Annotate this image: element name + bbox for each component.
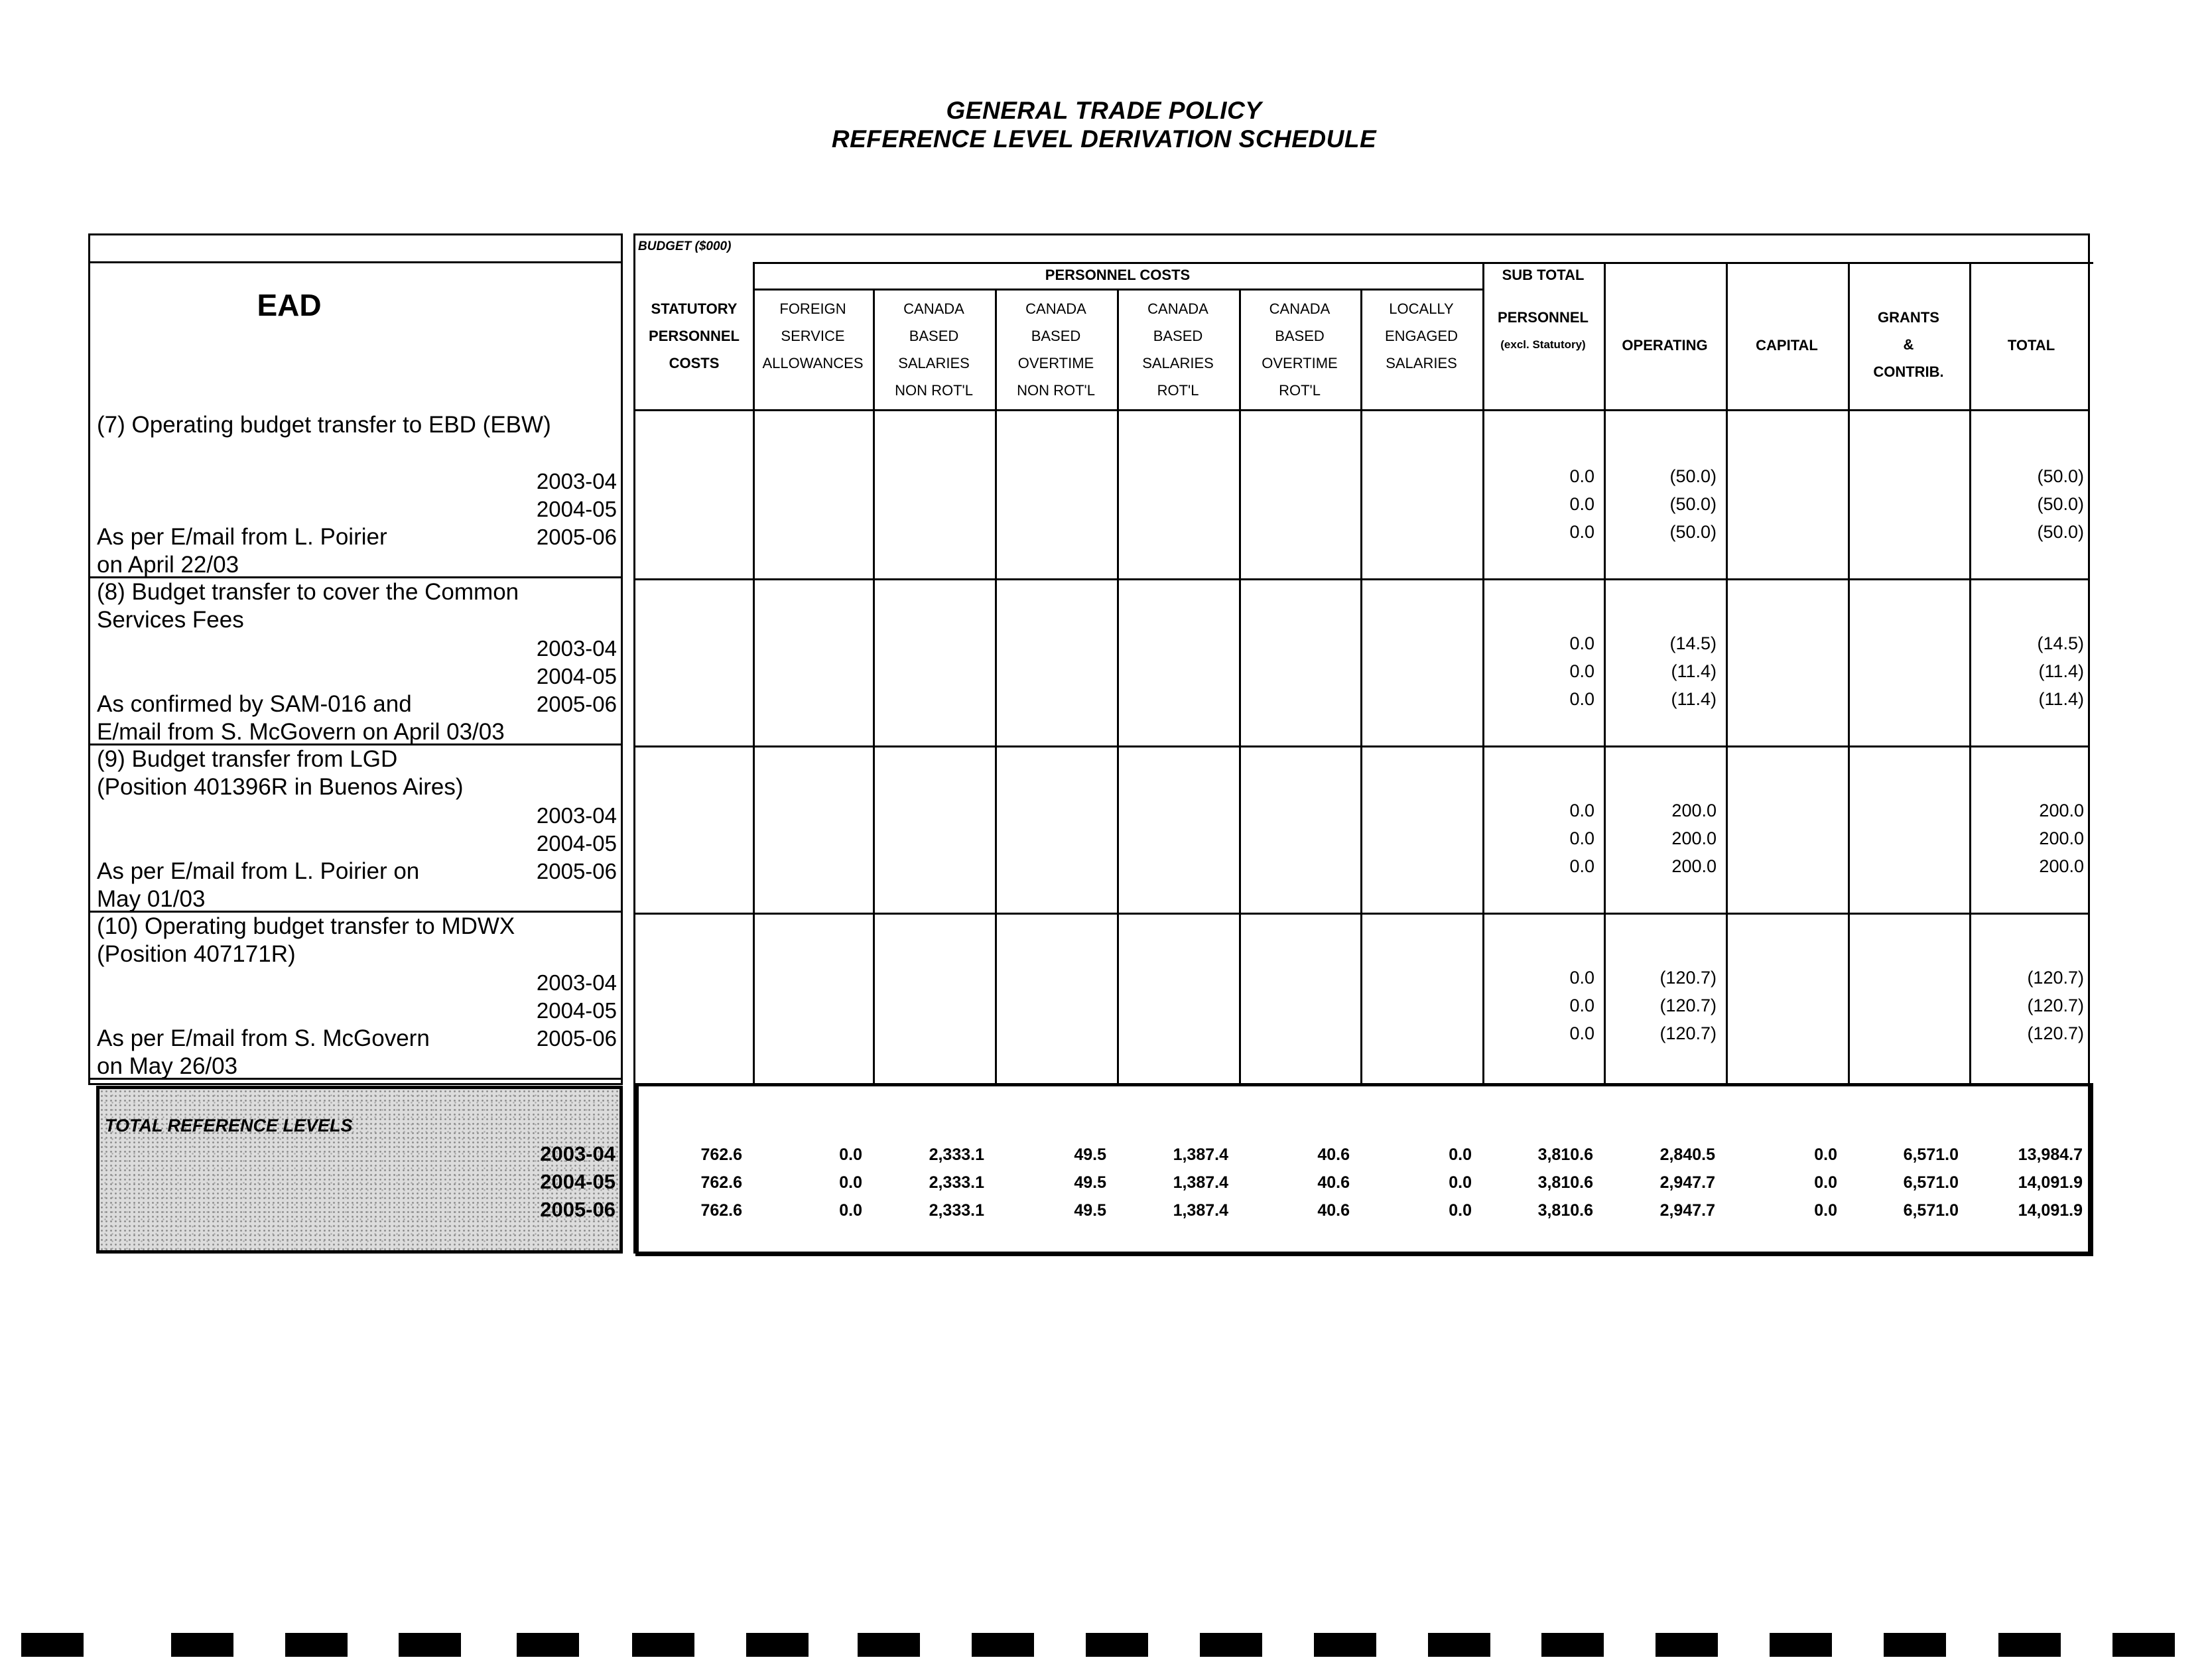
total-cell-value: 6,571.0 — [1903, 1145, 1959, 1164]
fiscal-year-label: 2005-06 — [536, 525, 617, 549]
column-header: CAPITAL — [1756, 337, 1818, 354]
table-cell-value: (50.0) — [2037, 466, 2084, 486]
sub-total-group-label: SUB TOTAL — [1502, 267, 1585, 283]
table-cell-value: (14.5) — [1669, 633, 1717, 653]
grid-line — [995, 289, 997, 1083]
item-source-note: on May 26/03 — [97, 1053, 238, 1079]
table-cell-value: (11.4) — [2038, 689, 2084, 709]
table-cell-value: 0.0 — [1569, 1023, 1594, 1043]
total-reference-levels-label: TOTAL REFERENCE LEVELS — [105, 1116, 353, 1135]
fiscal-year-label: 2005-06 — [536, 1026, 617, 1051]
total-cell-value: 0.0 — [1449, 1173, 1472, 1192]
fiscal-year-label: 2004-05 — [536, 831, 617, 856]
registration-mark — [2112, 1633, 2175, 1657]
table-cell-value: 200.0 — [1671, 801, 1717, 820]
total-cell-value: 762.6 — [700, 1173, 742, 1192]
item-source-note: on April 22/03 — [97, 552, 239, 578]
column-header: STATUTORY — [651, 300, 738, 317]
total-cell-value: 2,947.7 — [1659, 1173, 1715, 1192]
registration-mark — [1656, 1633, 1718, 1657]
personnel-costs-group-label: PERSONNEL COSTS — [1045, 267, 1191, 283]
table-cell-value: (120.7) — [2027, 1023, 2084, 1043]
total-cell-value: 6,571.0 — [1903, 1173, 1959, 1192]
document-subtitle: REFERENCE LEVEL DERIVATION SCHEDULE — [831, 125, 1377, 153]
total-cell-value: 14,091.9 — [2018, 1201, 2083, 1220]
total-cell-value: 13,984.7 — [2018, 1145, 2083, 1164]
grid-line — [1360, 289, 1362, 1083]
total-cell-value: 2,840.5 — [1659, 1145, 1715, 1164]
column-header: NON ROT'L — [1017, 382, 1095, 399]
adjustment-item — [90, 411, 621, 578]
column-header: ROT'L — [1157, 382, 1199, 399]
item-description: (9) Budget transfer from LGD — [97, 746, 398, 772]
totals-row-box — [635, 1083, 2093, 1256]
table-cell-value: (50.0) — [1669, 494, 1717, 514]
fiscal-year-label: 2003-04 — [536, 469, 617, 493]
table-cell-value: (120.7) — [1659, 968, 1717, 988]
column-header: NON ROT'L — [895, 382, 973, 399]
table-cell-value: 0.0 — [1569, 856, 1594, 876]
fiscal-year-label: 2005-06 — [536, 859, 617, 883]
column-header: GRANTS — [1878, 309, 1939, 326]
adjustment-item — [90, 913, 621, 1080]
footer-registration-marks — [0, 1633, 2208, 1659]
total-cell-value: 40.6 — [1317, 1145, 1350, 1164]
column-header: BASED — [1031, 328, 1081, 344]
total-cell-value: 6,571.0 — [1903, 1201, 1959, 1220]
fiscal-year-label: 2004-05 — [536, 664, 617, 688]
total-cell-value: 0.0 — [839, 1201, 862, 1220]
table-cell-value: (50.0) — [2037, 494, 2084, 514]
grid-line — [1117, 289, 1119, 1083]
column-header: ALLOWANCES — [762, 355, 864, 371]
budget-label: BUDGET ($000) — [638, 239, 732, 253]
table-cell-value: (11.4) — [1671, 689, 1717, 709]
item-description: (8) Budget transfer to cover the Common — [97, 579, 519, 605]
total-cell-value: 1,387.4 — [1173, 1201, 1228, 1220]
table-cell-value: 200.0 — [2039, 801, 2084, 820]
total-cell-value: 40.6 — [1317, 1201, 1350, 1220]
column-header: PERSONNEL — [1498, 309, 1589, 326]
column-header: ENGAGED — [1384, 328, 1459, 344]
table-cell-value: 200.0 — [1671, 828, 1717, 848]
registration-mark — [1086, 1633, 1148, 1657]
column-header: CONTRIB. — [1873, 363, 1944, 380]
table-cell-value: 0.0 — [1569, 996, 1594, 1015]
table-cell-value: (120.7) — [1659, 1023, 1717, 1043]
table-cell-value: (50.0) — [1669, 466, 1717, 486]
registration-mark — [1998, 1633, 2061, 1657]
item-description: (Position 407171R) — [97, 941, 296, 967]
total-cell-value: 49.5 — [1074, 1201, 1106, 1220]
column-header: OPERATING — [1622, 337, 1708, 354]
left-header-strip — [90, 235, 621, 263]
column-header: SERVICE — [781, 328, 845, 344]
total-cell-value: 0.0 — [1814, 1145, 1837, 1164]
column-header: OVERTIME — [1017, 355, 1094, 371]
total-cell-value: 0.0 — [1449, 1201, 1472, 1220]
total-cell-value: 2,333.1 — [929, 1173, 984, 1192]
item-source-note: May 01/03 — [97, 886, 206, 912]
column-header: SALARIES — [1386, 355, 1457, 371]
column-header: OVERTIME — [1262, 355, 1338, 371]
column-header: PERSONNEL — [649, 328, 740, 344]
table-cell-value: (11.4) — [1671, 661, 1717, 681]
total-cell-value: 1,387.4 — [1173, 1173, 1228, 1192]
column-header: CANADA — [1269, 300, 1331, 317]
grid-line — [1239, 289, 1241, 1083]
total-cell-value: 762.6 — [700, 1201, 742, 1220]
table-cell-value: 200.0 — [1671, 856, 1717, 876]
total-year-row: 2004-05 — [540, 1170, 616, 1193]
total-cell-value: 49.5 — [1074, 1145, 1106, 1164]
column-header: COSTS — [669, 355, 720, 371]
column-header: & — [1903, 336, 1914, 353]
total-year-row: 2005-06 — [540, 1198, 616, 1221]
left-description-panel — [88, 233, 623, 1085]
registration-mark — [1314, 1633, 1376, 1657]
total-cell-value: 3,810.6 — [1537, 1201, 1593, 1220]
column-header: SALARIES — [898, 355, 970, 371]
total-cell-value: 2,947.7 — [1659, 1201, 1715, 1220]
column-header: TOTAL — [2007, 337, 2055, 354]
column-header: LOCALLY — [1389, 300, 1454, 317]
registration-mark — [1770, 1633, 1832, 1657]
registration-mark — [972, 1633, 1034, 1657]
table-cell-value: 0.0 — [1569, 661, 1594, 681]
total-cell-value: 2,333.1 — [929, 1201, 984, 1220]
grid-line — [1726, 262, 1728, 1083]
total-year-row: 2003-04 — [540, 1142, 616, 1165]
table-cell-value: 0.0 — [1569, 466, 1594, 486]
table-cell-value: (14.5) — [2037, 633, 2084, 653]
item-source-note: As per E/mail from L. Poirier — [97, 524, 387, 550]
document-title: GENERAL TRADE POLICY — [946, 97, 1262, 124]
column-header: (excl. Statutory) — [1500, 338, 1586, 351]
total-cell-value: 3,810.6 — [1537, 1173, 1593, 1192]
item-source-note: As per E/mail from S. McGovern — [97, 1025, 430, 1051]
adjustment-item — [90, 745, 621, 913]
item-description: (Position 401396R in Buenos Aires) — [97, 774, 464, 800]
grid-line — [873, 289, 875, 1083]
table-cell-value: 200.0 — [2039, 828, 2084, 848]
total-cell-value: 0.0 — [1814, 1201, 1837, 1220]
registration-mark — [171, 1633, 233, 1657]
column-header: FOREIGN — [779, 300, 846, 317]
total-cell-value: 0.0 — [839, 1173, 862, 1192]
fiscal-year-label: 2003-04 — [536, 636, 617, 661]
fiscal-year-label: 2003-04 — [536, 970, 617, 995]
column-header: BASED — [1153, 328, 1203, 344]
item-source-note: E/mail from S. McGovern on April 03/03 — [97, 719, 505, 745]
total-reference-levels-label-box — [96, 1086, 623, 1254]
column-header: ROT'L — [1279, 382, 1321, 399]
table-cell-value: 0.0 — [1569, 522, 1594, 542]
table-cell-value: 0.0 — [1569, 801, 1594, 820]
registration-mark — [517, 1633, 579, 1657]
registration-mark — [632, 1633, 694, 1657]
registration-mark — [1200, 1633, 1262, 1657]
total-cell-value: 14,091.9 — [2018, 1173, 2083, 1192]
table-cell-value: 0.0 — [1569, 494, 1594, 514]
total-cell-value: 762.6 — [700, 1145, 742, 1164]
registration-mark — [1541, 1633, 1604, 1657]
item-source-note: As confirmed by SAM-016 and — [97, 691, 412, 717]
fiscal-year-label: 2003-04 — [536, 803, 617, 828]
registration-mark — [746, 1633, 809, 1657]
total-cell-value: 49.5 — [1074, 1173, 1106, 1192]
table-cell-value: 200.0 — [2039, 856, 2084, 876]
table-cell-value: (11.4) — [2038, 661, 2084, 681]
table-cell-value: (50.0) — [1669, 522, 1717, 542]
grid-line — [753, 262, 755, 1083]
table-cell-value: 0.0 — [1569, 633, 1594, 653]
registration-mark — [399, 1633, 461, 1657]
total-cell-value: 3,810.6 — [1537, 1145, 1593, 1164]
column-header: CANADA — [1025, 300, 1086, 317]
table-cell-value: 0.0 — [1569, 828, 1594, 848]
registration-mark — [1428, 1633, 1490, 1657]
fiscal-year-label: 2004-05 — [536, 497, 617, 521]
item-description: (10) Operating budget transfer to MDWX — [97, 913, 515, 939]
adjustment-item — [90, 578, 621, 745]
total-cell-value: 0.0 — [839, 1145, 862, 1164]
registration-mark — [285, 1633, 348, 1657]
total-cell-value: 1,387.4 — [1173, 1145, 1228, 1164]
ead-heading: EAD — [257, 288, 322, 322]
column-header: BASED — [909, 328, 959, 344]
table-cell-value: (120.7) — [2027, 968, 2084, 988]
table-cell-value: (120.7) — [2027, 996, 2084, 1015]
table-cell-value: (120.7) — [1659, 996, 1717, 1015]
table-cell-value: (50.0) — [2037, 522, 2084, 542]
item-description: Services Fees — [97, 607, 244, 633]
fiscal-year-label: 2005-06 — [536, 692, 617, 716]
registration-mark — [21, 1633, 84, 1657]
column-header: CANADA — [903, 300, 964, 317]
total-cell-value: 0.0 — [1814, 1173, 1837, 1192]
registration-mark — [1884, 1633, 1946, 1657]
table-cell-value: 0.0 — [1569, 968, 1594, 988]
fiscal-year-label: 2004-05 — [536, 998, 617, 1023]
column-header: BASED — [1275, 328, 1325, 344]
item-source-note: As per E/mail from L. Poirier on — [97, 858, 420, 884]
total-cell-value: 40.6 — [1317, 1173, 1350, 1192]
column-header: CANADA — [1147, 300, 1208, 317]
total-cell-value: 2,333.1 — [929, 1145, 984, 1164]
total-cell-value: 0.0 — [1449, 1145, 1472, 1164]
table-cell-value: 0.0 — [1569, 689, 1594, 709]
column-header: SALARIES — [1142, 355, 1214, 371]
registration-mark — [858, 1633, 920, 1657]
item-description: (7) Operating budget transfer to EBD (EBW) — [97, 412, 551, 438]
